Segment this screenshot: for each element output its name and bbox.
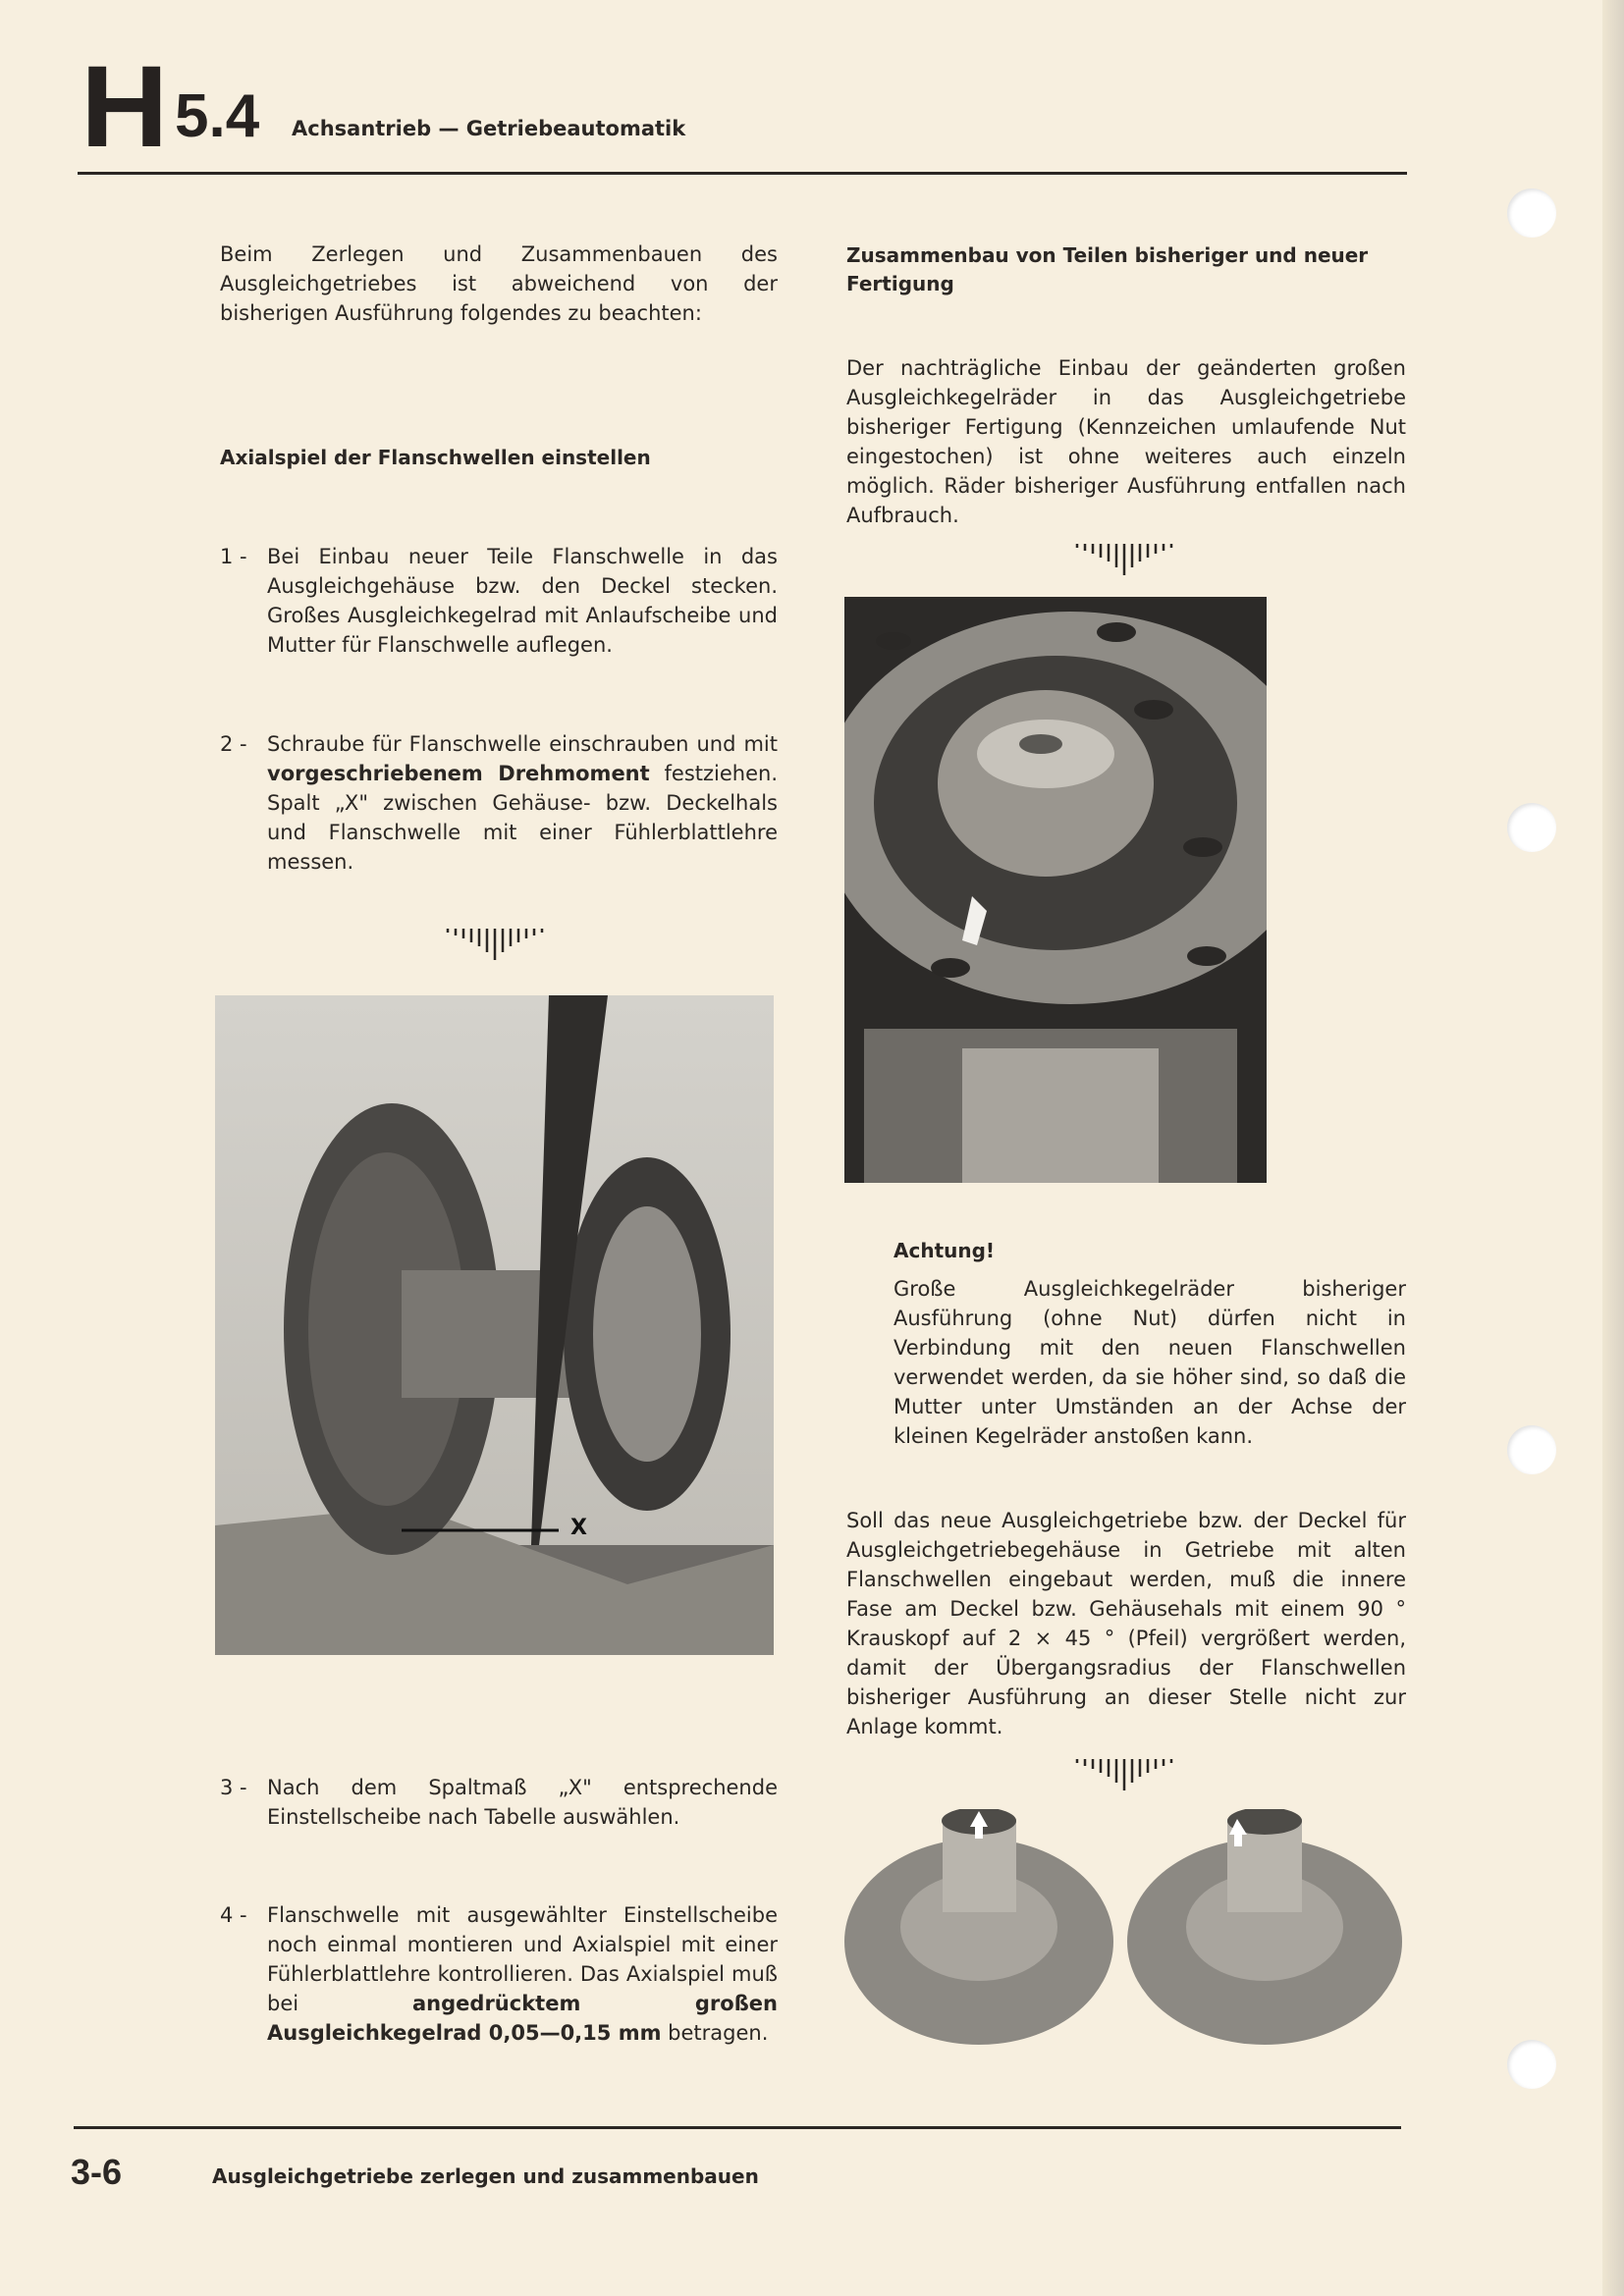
section-heading: Zusammenbau von Teilen bisheriger und neuer Fertigung	[846, 243, 1369, 295]
text: festziehen. Spalt „X" zwischen Gehäuse- bzw. Deckelhals und Flanschwelle mit einer Fühlerblattlehre messen.	[267, 762, 778, 874]
photo-feeler-gauge-measurement	[215, 995, 774, 1655]
bold-text: vorgeschriebenem Drehmoment	[267, 762, 650, 785]
punch-hole	[1507, 803, 1556, 852]
photo-label-x: X	[570, 1516, 587, 1540]
page-number: 3-6	[71, 2152, 123, 2192]
section-heading: Axialspiel der Flanschwellen einstellen	[220, 446, 651, 469]
step-text: Bei Einbau neuer Teile Flanschwelle in das Ausgleichgehäuse bzw. den Deckel stecken. Großes Ausgleichkegelrad mit Anlaufscheibe und Mutter für Flanschwelle auflegen.	[267, 545, 778, 657]
punch-hole	[1507, 2040, 1556, 2089]
attention-title: Achtung!	[893, 1239, 996, 1262]
footer-title: Ausgleichgetriebe zerlegen und zusammenbauen	[212, 2164, 759, 2188]
photo-housing-cover-new	[1127, 1809, 1402, 2047]
page-title: Achsantrieb — Getriebeautomatik	[292, 117, 686, 140]
header-rule	[78, 172, 1407, 175]
chapter-letter: H	[81, 42, 169, 172]
step-text: Nach dem Spaltmaß „X" entsprechende Einstellscheibe nach Tabelle auswählen.	[267, 1776, 778, 1829]
punch-hole	[1507, 188, 1556, 238]
down-arrow-icon	[1073, 1757, 1176, 1792]
step-1	[220, 542, 778, 660]
photo-bevel-gear-housing	[844, 597, 1267, 1183]
step-number: 4 -	[220, 1903, 247, 1927]
text: Schraube für Flanschwelle einschrauben und mit	[267, 732, 778, 756]
punch-hole	[1507, 1425, 1556, 1474]
attention-text: Große Ausgleichkegelräder bisheriger Ausführung (ohne Nut) dürfen nicht in Verbindung mit den neuen Flanschwellen verwendet werden, da sie höher sind, so daß die Mutter unter Umständen an der Achse der kleinen Kegelräder anstoßen kann.	[893, 1277, 1406, 1448]
step-3	[220, 1773, 778, 1832]
step-number: 2 -	[220, 732, 247, 756]
step-text	[267, 729, 778, 877]
photo-housing-cover-old	[844, 1809, 1113, 2047]
footer-rule	[74, 2126, 1401, 2129]
bold-text: angedrücktem großen Ausgleichkegelrad 0,05—0,15 mm	[267, 1992, 778, 2045]
paragraph: Der nachträgliche Einbau der geänderten großen Ausgleichkegelräder in das Ausgleichgetriebe bisheriger Fertigung (Kennzeichen umlaufende Nut eingestochen) ist ohne weiteres auch einzeln möglich. Räder bisheriger Ausführung entfallen nach Aufbrauch.	[846, 356, 1406, 527]
step-number: 1 -	[220, 545, 247, 568]
paragraph: Soll das neue Ausgleichgetriebe bzw. der Deckel für Ausgleichgetriebegehäuse in Getriebe mit alten Flanschwellen eingebaut werden, muß die innere Fase am Deckel bzw. Gehäusehals mit einem 90 ° Krauskopf auf 2 × 45 ° (Pfeil) vergrößert werden, damit der Übergangsradius der Flanschwellen bisheriger Ausführung an dieser Stelle nicht zur Anlage kommt.	[846, 1509, 1406, 1738]
section-number: 5.4	[175, 82, 260, 150]
step-2	[220, 729, 778, 877]
down-arrow-icon	[444, 927, 547, 962]
step-text	[267, 1900, 778, 2048]
page-edge	[1602, 0, 1624, 2296]
down-arrow-icon	[1073, 542, 1176, 577]
intro-text: Beim Zerlegen und Zusammenbauen des Ausgleichgetriebes ist abweichend von der bisherigen Ausführung folgendes zu beachten:	[220, 242, 778, 325]
text: betragen.	[661, 2021, 769, 2045]
step-4	[220, 1900, 778, 2048]
step-number: 3 -	[220, 1776, 247, 1799]
text: Flanschwelle mit ausgewählter Einstellscheibe noch einmal montieren und Axialspiel mit einer Fühlerblattlehre kontrollieren. Das Axialspiel muß bei	[267, 1903, 778, 2015]
